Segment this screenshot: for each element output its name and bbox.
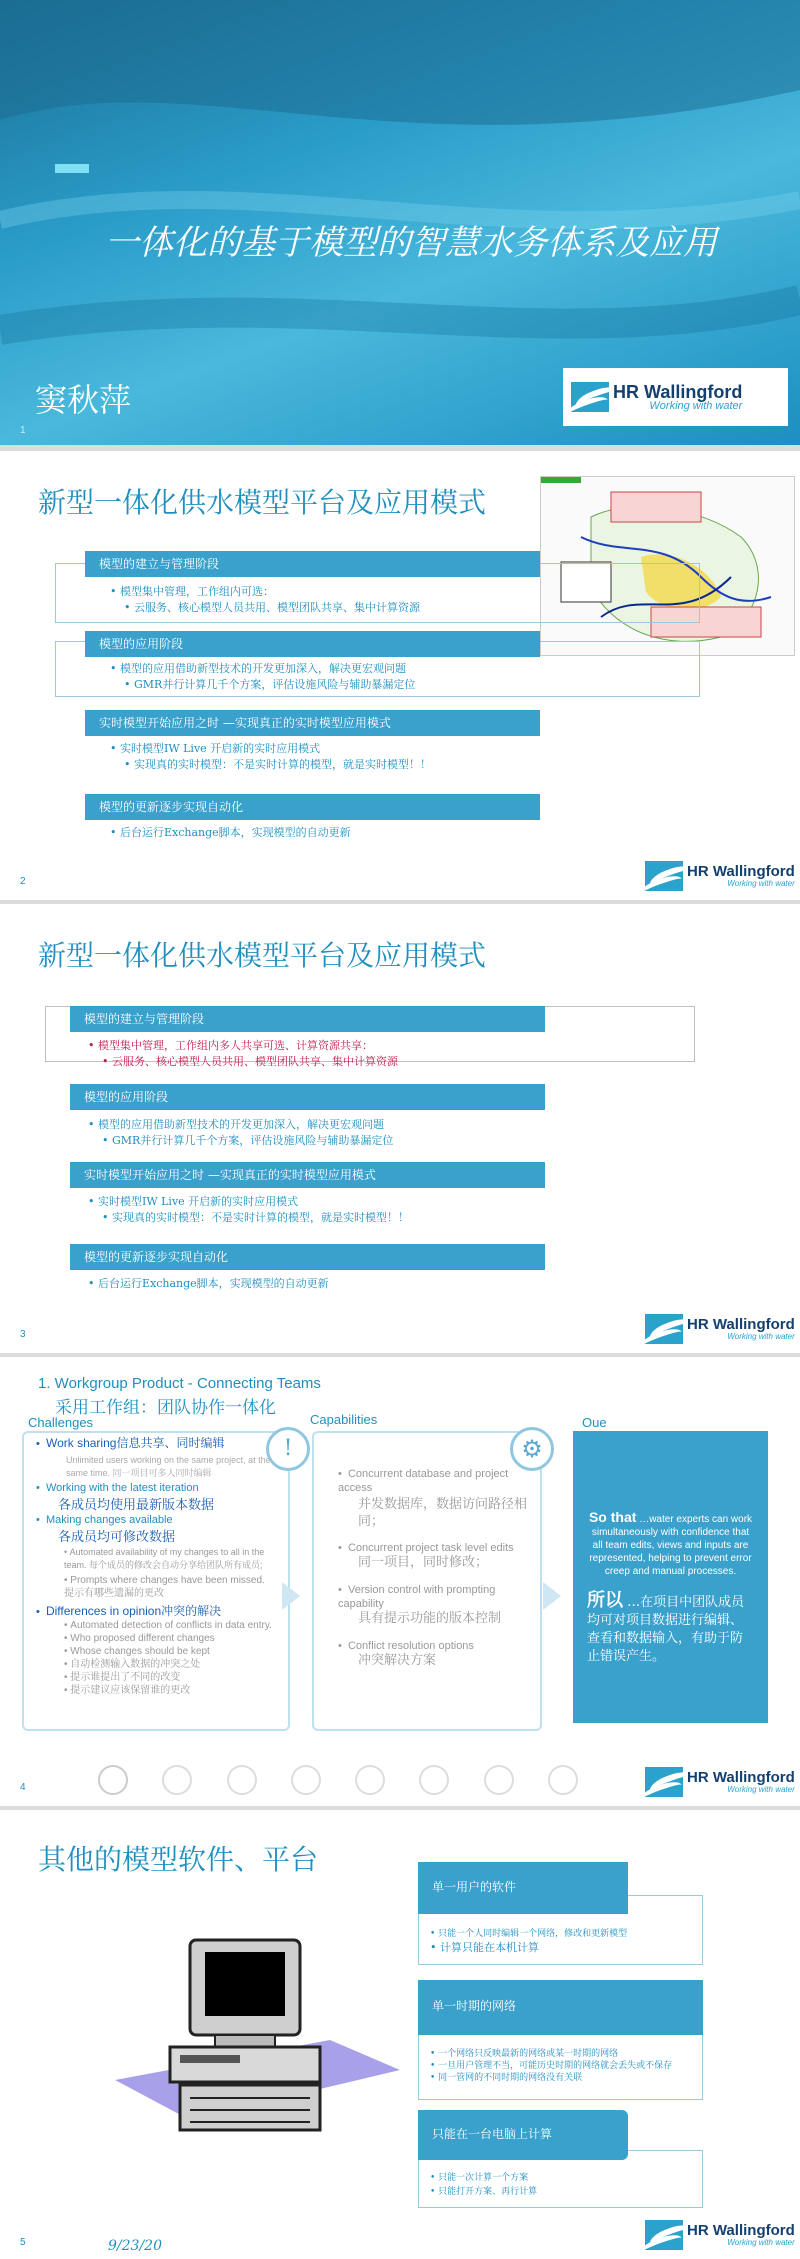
hr-wallingford-logo: HR Wallingford Working with water xyxy=(563,368,788,426)
section-bar-4: 模型的更新逐步实现自动化 xyxy=(70,1244,545,1270)
bullets-1: • 模型集中管理，工作组内可选： • 云服务、核心模型人员共用、模型团队共享、集中计算资源 xyxy=(110,585,420,614)
slide-number: 5 xyxy=(20,2237,26,2248)
slide-number: 4 xyxy=(20,1782,26,1793)
logo-mark-icon xyxy=(645,1767,683,1797)
slide-5 xyxy=(0,1810,800,2259)
gears-icon xyxy=(227,1765,257,1795)
section-bar-2: 单一时期的网络 xyxy=(418,1980,703,2035)
logo-mark-icon xyxy=(645,1314,683,1344)
bullets-4: • 后台运行Exchange脚本，实现模型的自动更新 xyxy=(88,1277,329,1290)
section-bar-2: 模型的应用阶段 xyxy=(85,631,540,657)
outcome-panel: So that …water experts can work simultaneously with confidence that all team edits, views and inputs are represented, helping to prevent error creep and manual processes. 所以 …在项目中团队成员均可对项目数据进行编辑、查看和数据输入，有助于防止错误产生。 xyxy=(573,1431,768,1723)
capabilities-list: • Concurrent database and project access 并发数据库，数据访问路径相同； • Concurrent project task level edits 同一项目，同时修改； • Version control with prompting capability 具有提示功能的版本控制 • Conflict resolution options 冲突解决方案 xyxy=(338,1468,528,1667)
bullets-1: • 模型集中管理，工作组内多人共享可选、计算资源共享： • 云服务、核心模型人员共用、模型团队共享、集中计算资源 xyxy=(88,1039,398,1068)
globe-icon xyxy=(419,1765,449,1795)
slide-title: 其他的模型软件、平台 xyxy=(38,1843,319,1876)
bullets-4: • 后台运行Exchange脚本，实现模型的自动更新 xyxy=(110,826,351,839)
bullets-2: • 模型的应用借助新型技术的开发更加深入，解决更宏观问题 • GMR并行计算几千个方案，评估设施风险与辅助暴漏定位 xyxy=(110,662,416,691)
bullets-1: • 只能一个人同时编辑一个网络，修改和更新模型 • 计算只能在本机计算 xyxy=(430,1929,628,1954)
arrow-icon-1 xyxy=(282,1582,300,1610)
slide-number: 2 xyxy=(20,876,26,887)
search-icon xyxy=(291,1765,321,1795)
bullets-3: • 实时模型IW Live 开启新的实时应用模式 • 实现真的实时模型：不是实时计算的模型，就是实时模型！！ xyxy=(110,742,431,771)
section-bar-3: 实时模型开始应用之时 —实现真正的实时模型应用模式 xyxy=(85,710,540,736)
slide-number: 1 xyxy=(20,425,26,436)
clock-icon xyxy=(548,1765,578,1795)
accent-bar xyxy=(55,164,89,173)
bullets-3: • 只能一次计算一个方案 • 只能打开方案、再行计算 xyxy=(430,2173,538,2197)
signal-icon xyxy=(484,1765,514,1795)
logo-mark-icon xyxy=(571,382,609,412)
hr-wallingford-logo: HR Wallingford Working with water xyxy=(645,1767,795,1797)
section-bar-3: 只能在一台电脑上计算 xyxy=(418,2110,628,2160)
logo-mark-icon xyxy=(645,861,683,891)
slide-2 xyxy=(0,451,800,900)
section-bar-1: 模型的建立与管理阶段 xyxy=(85,551,540,577)
hr-wallingford-logo: HR Wallingford Working with water xyxy=(645,2220,795,2250)
author-name: 窦秋萍 xyxy=(35,381,132,419)
arrow-icon-2 xyxy=(543,1582,561,1610)
slide-title: 新型一体化供水模型平台及应用模式 xyxy=(38,939,487,972)
network-icon xyxy=(162,1765,192,1795)
capabilities-header: Capabilities xyxy=(310,1412,378,1427)
challenges-header: Challenges xyxy=(28,1415,94,1430)
slide-1 xyxy=(0,0,800,445)
tools-icon xyxy=(355,1765,385,1795)
challenges-list: • Work sharing信息共享、同时编辑 Unlimited users working on the same project, at the same time. 同一项目可多人同时编辑 • Working with the latest iteration 各成员均使用最新版本数据 • Making changes available 各成员均可修改数据 • Automated availability of my changes to all in the team. 每个成员的修改会自动分享给团队所有成员; • Prompts where changes have been missed. 提示有哪些遗漏的更改 • Differences in opinion冲突的解决 • Automated detection of conflicts in data entry. • Who proposed different changes • Whose changes should be kept • 自动检测输入数据的冲突之处 • 提示谁提出了不同的改变 • 提示建议应该保留谁的更改 xyxy=(36,1436,272,1696)
bullets-3: • 实时模型IW Live 开启新的实时应用模式 • 实现真的实时模型：不是实时计算的模型，就是实时模型！！ xyxy=(88,1195,409,1224)
bullets-2: • 一个网络只反映最新的网络或某一时期的网络 • 一旦用户管理不当，可能历史时期的网络就会丢失或不保存 • 同一管网的不同时期的网络没有关联 xyxy=(430,2049,673,2083)
bullets-2: • 模型的应用借助新型技术的开发更加深入，解决更宏观问题 • GMR并行计算几千个方案，评估设施风险与辅助暴漏定位 xyxy=(88,1118,394,1147)
hr-wallingford-logo: HR Wallingford Working with water xyxy=(645,1314,795,1344)
icon-row xyxy=(98,1765,578,1795)
outcomes-header: Oue xyxy=(582,1415,607,1430)
slide-subheading: 采用工作组：团队协作一体化 xyxy=(55,1398,276,1418)
logo-mark-icon xyxy=(645,2220,683,2250)
slide-title: 新型一体化供水模型平台及应用模式 xyxy=(38,486,487,519)
slide-3 xyxy=(0,904,800,1353)
slide-heading: 1. Workgroup Product - Connecting Teams xyxy=(38,1375,321,1392)
slide-date: 9/23/20 xyxy=(108,2238,162,2254)
section-bar-1: 模型的建立与管理阶段 xyxy=(70,1006,545,1032)
gear-icon: ⚙ xyxy=(510,1427,554,1471)
section-bar-2: 模型的应用阶段 xyxy=(70,1084,545,1110)
computer-clipart xyxy=(110,1920,410,2150)
hr-wallingford-logo: HR Wallingford Working with water xyxy=(645,861,795,891)
slide-number: 3 xyxy=(20,1329,26,1340)
section-bar-1: 单一用户的软件 xyxy=(418,1862,628,1914)
slide-title: 一体化的基于模型的智慧水务体系及应用 xyxy=(105,223,717,263)
section-bar-3: 实时模型开始应用之时 —实现真正的实时模型应用模式 xyxy=(70,1162,545,1188)
section-bar-4: 模型的更新逐步实现自动化 xyxy=(85,794,540,820)
slide-4 xyxy=(0,1357,800,1806)
warning-icon: ! xyxy=(266,1427,310,1471)
team-icon xyxy=(98,1765,128,1795)
